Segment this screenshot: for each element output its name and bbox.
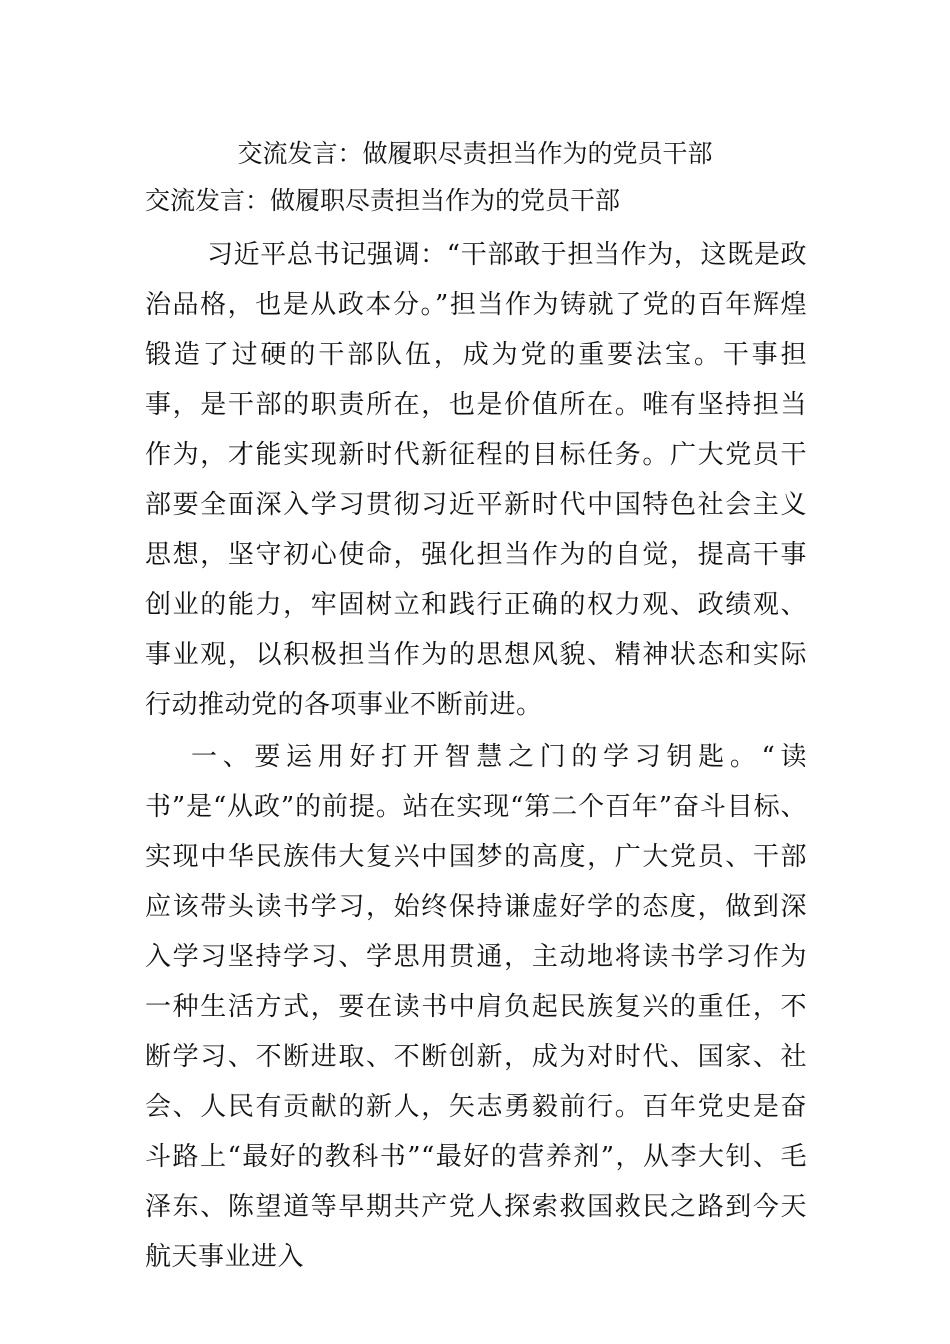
document-subtitle: 交流发言：做履职尽责担当作为的党员干部 bbox=[145, 186, 621, 215]
document-body bbox=[145, 230, 807, 1282]
paragraph-section-one: 一、要运用好打开智慧之门的学习钥匙。“读书”是“从政”的前提。站在实现“第二个百年”奋斗目标、实现中华民族伟大复兴中国梦的高度，广大党员、干部应该带头读书学习，始终保持谦虚好学的态度，做到深入学习坚持学习、学思用贯通，主动地将读书学习作为一种生活方式，要在读书中肩负起民族复兴的重任，不断学习、不断进取、不断创新，成为对时代、国家、社会、人民有贡献的新人，矢志勇毅前行。百年党史是奋斗路上“最好的教科书”“最好的营养剂”，从李大钊、毛泽东、陈望道等早期共产党人探索救国救民之路到今天航天事业进入 bbox=[145, 742, 807, 1272]
document-title: 交流发言：做履职尽责担当作为的党员干部 bbox=[237, 139, 713, 168]
paragraph-intro: 习近平总书记强调：“干部敢于担当作为，这既是政治品格，也是从政本分。”担当作为铸就了党的百年辉煌锻造了过硬的干部队伍，成为党的重要法宝。干事担事，是干部的职责所在，也是价值所在。唯有坚持担当作为，才能实现新时代新征程的目标任务。广大党员干部要全面深入学习贯彻习近平新时代中国特色社会主义思想，坚守初心使命，强化担当作为的自觉，提高干事创业的能力，牢固树立和践行正确的权力观、政绩观、事业观，以积极担当作为的思想风貌、精神状态和实际行动推动党的各项事业不断前进。 bbox=[145, 240, 807, 720]
